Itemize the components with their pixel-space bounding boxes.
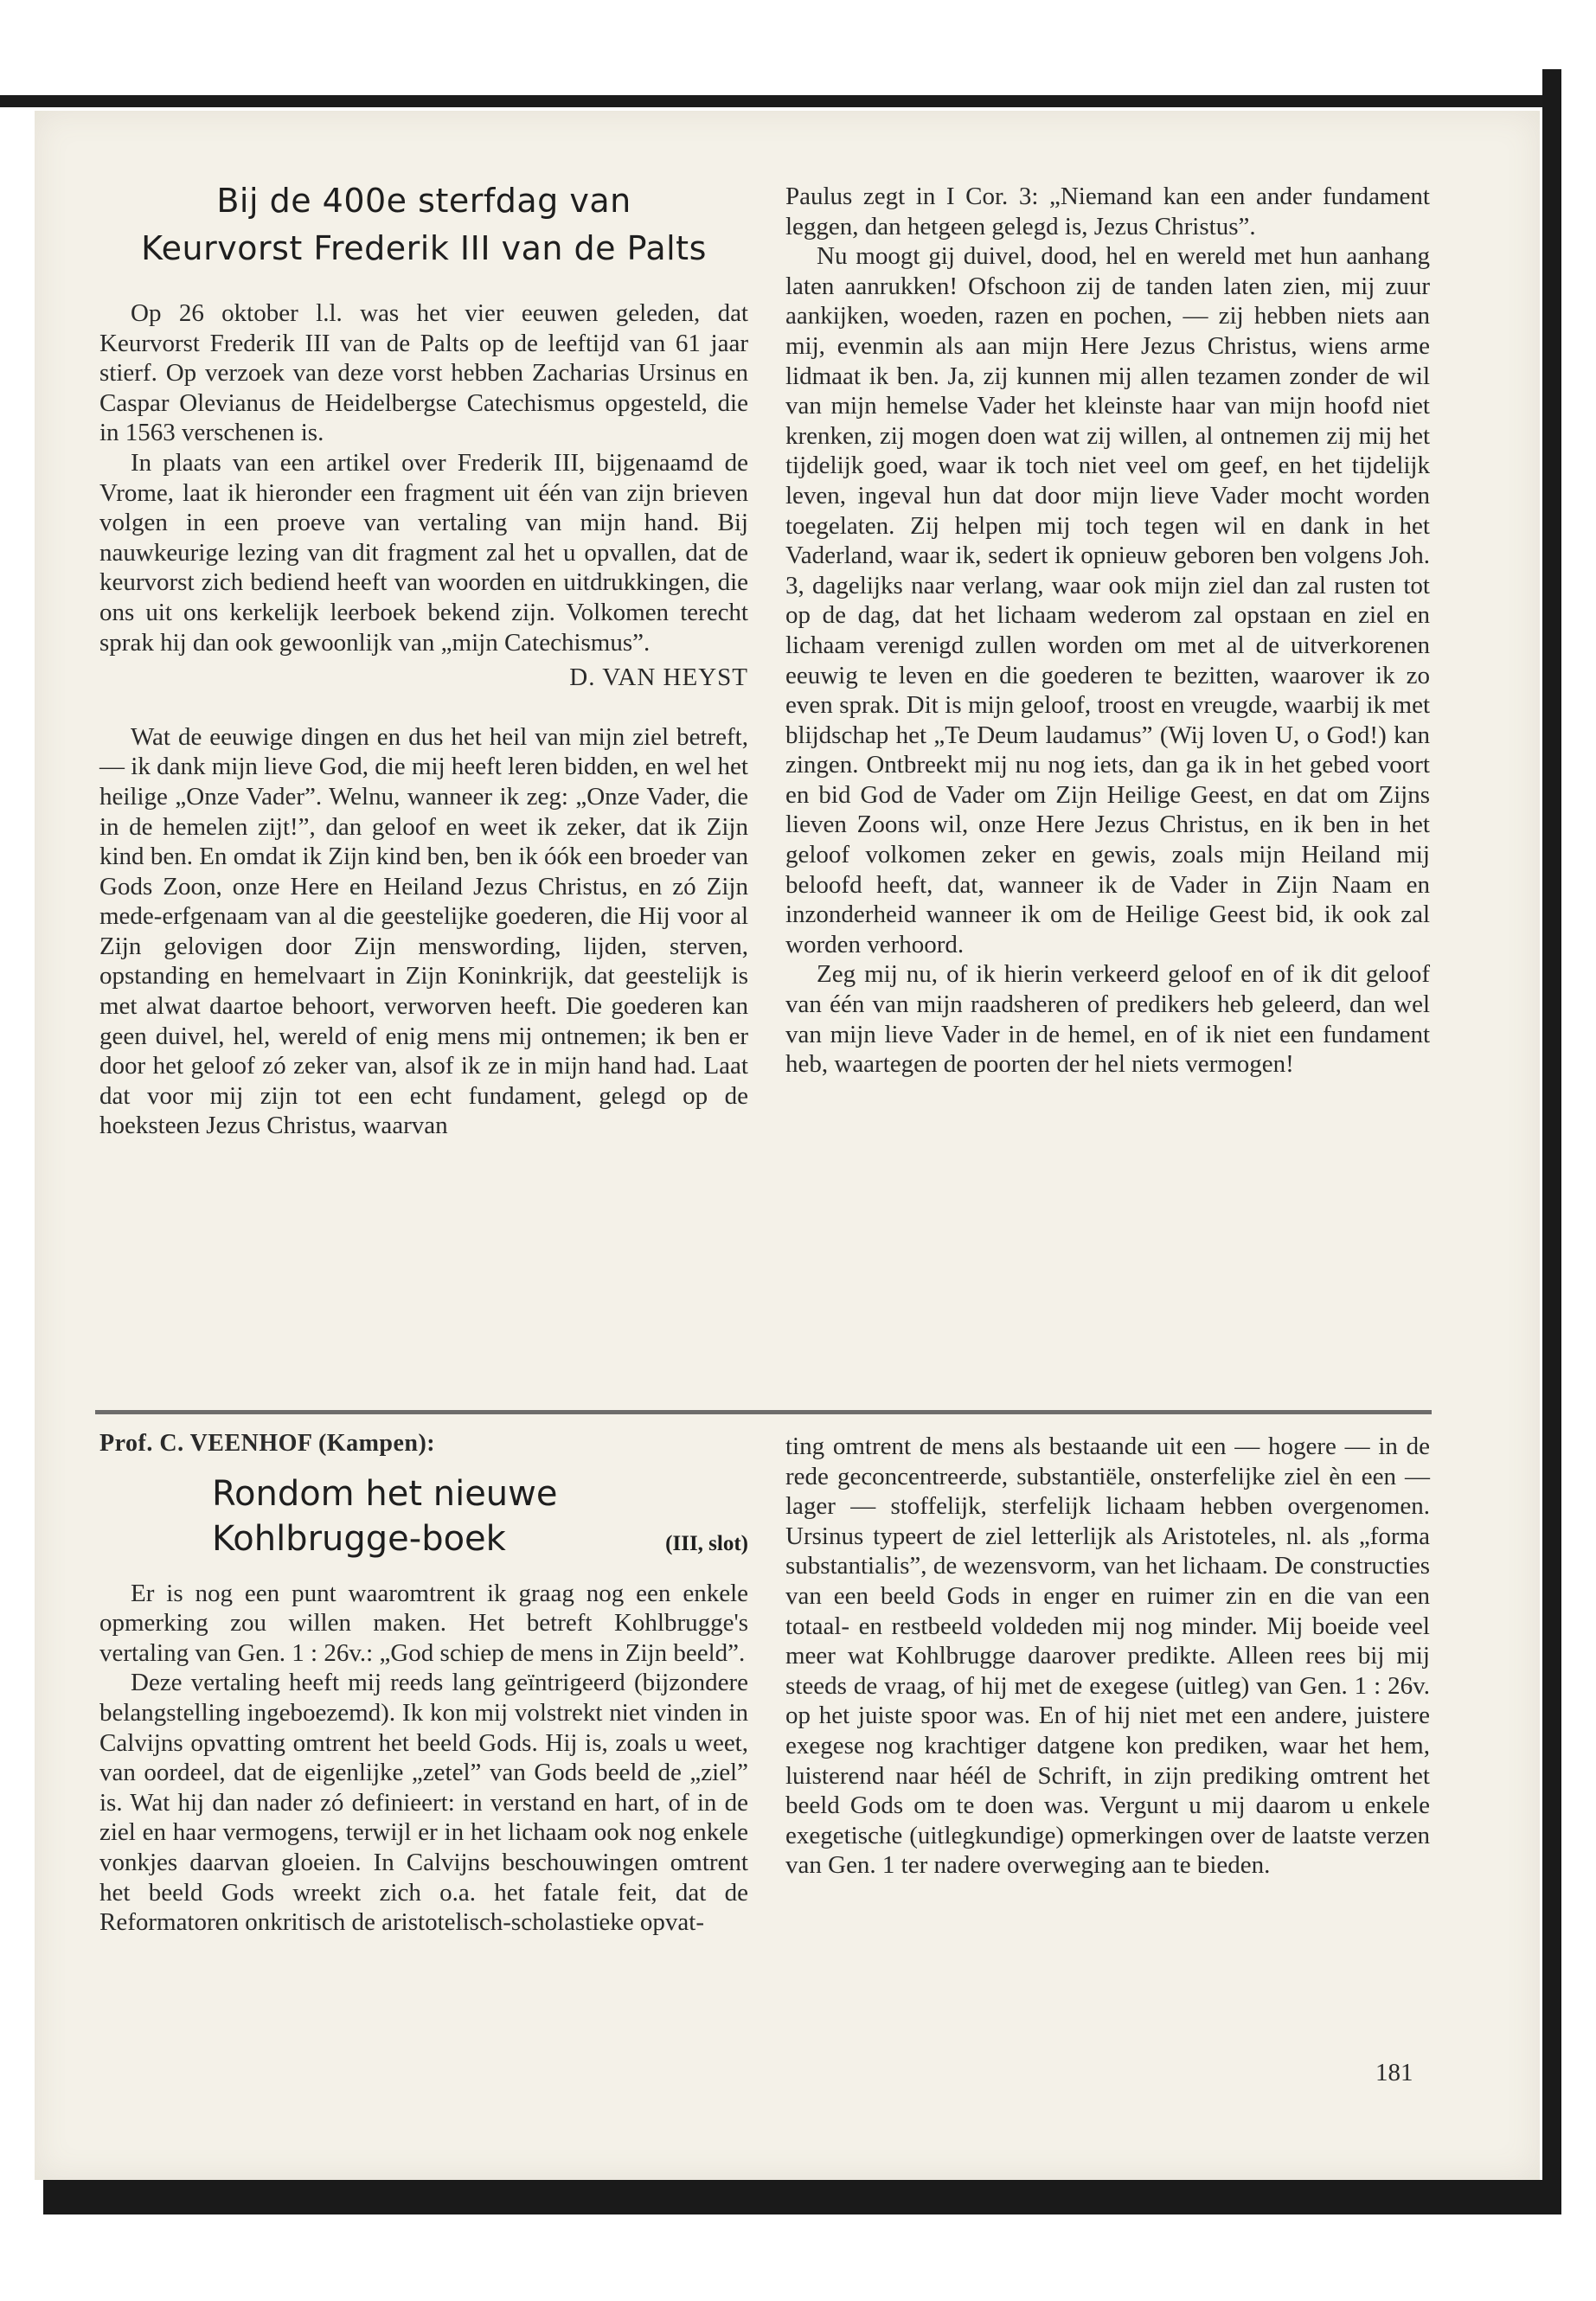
article2-title-line2: Kohlbrugge-boek [212,1518,506,1559]
article1-signature: D. VAN HEYST [569,663,748,692]
article1-left-column [99,177,748,1141]
article1-title-line1: Bij de 400e sterfdag van [216,182,631,220]
article2-title [99,1471,748,1567]
article2-title-line1: Rondom het nieuwe [212,1473,558,1514]
scan-border-top [0,95,1548,107]
scan-border-right [1542,69,1561,2214]
article2-right-column [785,1432,1430,1881]
article1-right-column [785,182,1430,1080]
article1-title-line2: Keurvorst Frederik III van de Palts [141,229,707,267]
section-separator-rule [95,1410,1432,1414]
article2-paragraph: Er is nog een punt waaromtrent ik graag nog een enkele opmerking zou willen maken. Het betreft Kohlbrugge's vertaling van Gen. 1 : 26v.: „God schiep de mens in Zijn beeld”. [99,1579,748,1667]
page-number: 181 [1375,2059,1413,2086]
article1-letter-paragraph: Wat de eeuwige dingen en dus het heil van mijn ziel betreft, — ik dank mijn lieve God, die mij heeft leren bidden, en wel het heilige „Onze Vader”. Welnu, wanneer ik zeg: „Onze Vader, die in de hemelen zijt!”, dan geloof en weet ik zeker, dat ik Zijn kind ben. En omdat ik Zijn kind ben, ben ik óók een broeder van Gods Zoon, onze Here en Heiland Jezus Christus, en zó Zijn mede-erfgenaam van al die geestelijke goederen, die Hij voor al Zijn gelovigen door Zijn menswording, lijden, sterven, opstanding en hemelvaart in Zijn Koninkrijk, dat geestelijk is met alwat daartoe behoort, verworven heeft. Die goederen kan geen duivel, hel, wereld of enig mens mij ontnemen; ik ben er door het geloof zó zeker van, alsof ik ze in mijn hand had. Laat dat voor mij zijn tot een echt fundament, gelegd op de hoeksteen Jezus Christus, waarvan [99,722,748,1140]
article1-title [99,177,748,272]
article1-intro-paragraph: Op 26 oktober l.l. was het vier eeuwen geleden, dat Keurvorst Frederik III van de Palts op de leeftijd van 61 jaar stierf. Op verzoek van deze vorst hebben Zacharias Ursinus en Caspar Olevianus de Heidelbergse Catechismus opgesteld, die in 1563 verschenen is. [99,299,748,447]
article1-letter-paragraph: Zeg mij nu, of ik hierin verkeerd geloof en of ik dit geloof van één van mijn raadsheren of predikers heb geleerd, dan wel van mijn lieve Vader in de hemel, en of ik niet een fundament heb, waartegen de poorten der hel niets vermogen! [785,960,1430,1079]
article2-author: Prof. C. VEENHOF (Kampen): [99,1430,436,1457]
article2-title-note: (III, slot) [665,1531,748,1555]
article1-letter-paragraph: Nu moogt gij duivel, dood, hel en wereld met hun aanhang laten aanrukken! Ofschoon zij de tanden laten zien, mij zuur aankijken, woeden, razen en pochen, — zij hebben niets aan mij, evenmin als aan mijn Here Jezus Christus, wiens arme lidmaat ik ben. Ja, zij kunnen mij allen tezamen zonder de wil van mijn hemelse Vader het kleinste haar van mijn hoofd niet krenken, zij mogen doen wat zij willen, al ontnemen zij mij het tijdelijk goed, waar ik toch niet veel om geef, en het tijdelijk leven, ingeval hun dat door mijn lieve Vader mocht worden toegelaten. Zij helpen mij toch tegen wil en dank in het Vaderland, waar ik, sedert ik opnieuw geboren ben volgens Joh. 3, dagelijks naar verlang, waar ook mijn ziel dan zal rusten tot op de dag, dat het lichaam wederom zal opstaan en ziel en lichaam verenigd zullen worden om met al de uitverkorenen eeuwig te leven en die goederen te bezitten, waarover ik zo even sprak. Dit is mijn geloof, troost en vreugde, waarbij ik met blijdschap het „Te Deum laudamus” (Wij loven U, o God!) kan zingen. Ontbreekt mij nu nog iets, dan ga ik in het gebed voort en bid God de Vader om Zijn Heilige Geest, en dat om Zijns lieven Zoons wil, onze Here Jezus Christus, en ik ben in het geloof volkomen zeker en gewis, zoals mijn Heiland mij beloofd heeft, dat, wanneer ik de Vader in Zijn Naam en inzonderheid wanneer ik om de Heilige Geest bid, ik ook zal worden verhoord. [785,242,1430,958]
article1-letter-paragraph: Paulus zegt in I Cor. 3: „Niemand kan een ander fundament leggen, dan hetgeen gelegd is, Jezus Christus”. [785,183,1430,240]
scan-border-bottom [43,2180,1561,2214]
article2-left-column [99,1429,748,1938]
article2-paragraph: Deze vertaling heeft mij reeds lang geïntrigeerd (bijzondere belangstelling ingeboezemd). Ik kon mij volstrekt niet vinden in Calvijns opvatting omtrent het beeld Gods. Hij is, zoals u weet, van oordeel, dat de eigenlijke „zetel” van Gods beeld de „ziel” is. Wat hij dan nader zó definieert: in verstand en hart, of in de ziel en haar vermogens, terwijl er in het lichaam ook nog enkele vonkjes daarvan gloeien. In Calvijns beschouwingen omtrent het beeld Gods wreekt zich o.a. het fatale feit, dat de Reformatoren onkritisch de aristotelisch-scholastieke opvat- [99,1669,748,1937]
article2-paragraph: ting omtrent de mens als bestaande uit een — hogere — in de rede geconcentreerde, substantiële, onsterfelijke ziel èn een — lager — stoffelijk, sterfelijk lichaam hebben overgenomen. Ursinus typeert de ziel letterlijk als Aristoteles, nl. als „forma substantialis”, de wezensvorm, van het lichaam. De constructies van een beeld Gods in enger en ruimer zin en die van een totaal- en restbeeld voldeden mij nog minder. Mij boeide veel meer wat Kohlbrugge daarover predikte. Alleen rees bij mij steeds de vraag, of hij met de exegese (uitleg) van Gen. 1 : 26v. op het juiste spoor was. En of hij niet met een andere, juistere exegese nog krachtiger datgene kon prediken, waar het hem, luisterend naar héél de Schrift, in zijn prediking omtrent het beeld Gods om te doen was. Vergunt u mij daarom u enkele exegetische (uitlegkundige) opmerkingen over de laatste verzen van Gen. 1 ter nadere overweging aan te bieden. [785,1433,1430,1880]
article1-intro-paragraph: In plaats van een artikel over Frederik III, bijgenaamd de Vrome, laat ik hieronder een fragment uit één van zijn brieven volgen in een proeve van vertaling van mijn hand. Bij nauwkeurige lezing van dit fragment zal het u opvallen, dat de keurvorst zich bediend heeft van woorden en uitdrukkingen, die ons uit ons kerkelijk leerboek bekend zijn. Volkomen terecht sprak hij dan ook gewoonlijk van „mijn Catechismus”. [99,448,748,657]
